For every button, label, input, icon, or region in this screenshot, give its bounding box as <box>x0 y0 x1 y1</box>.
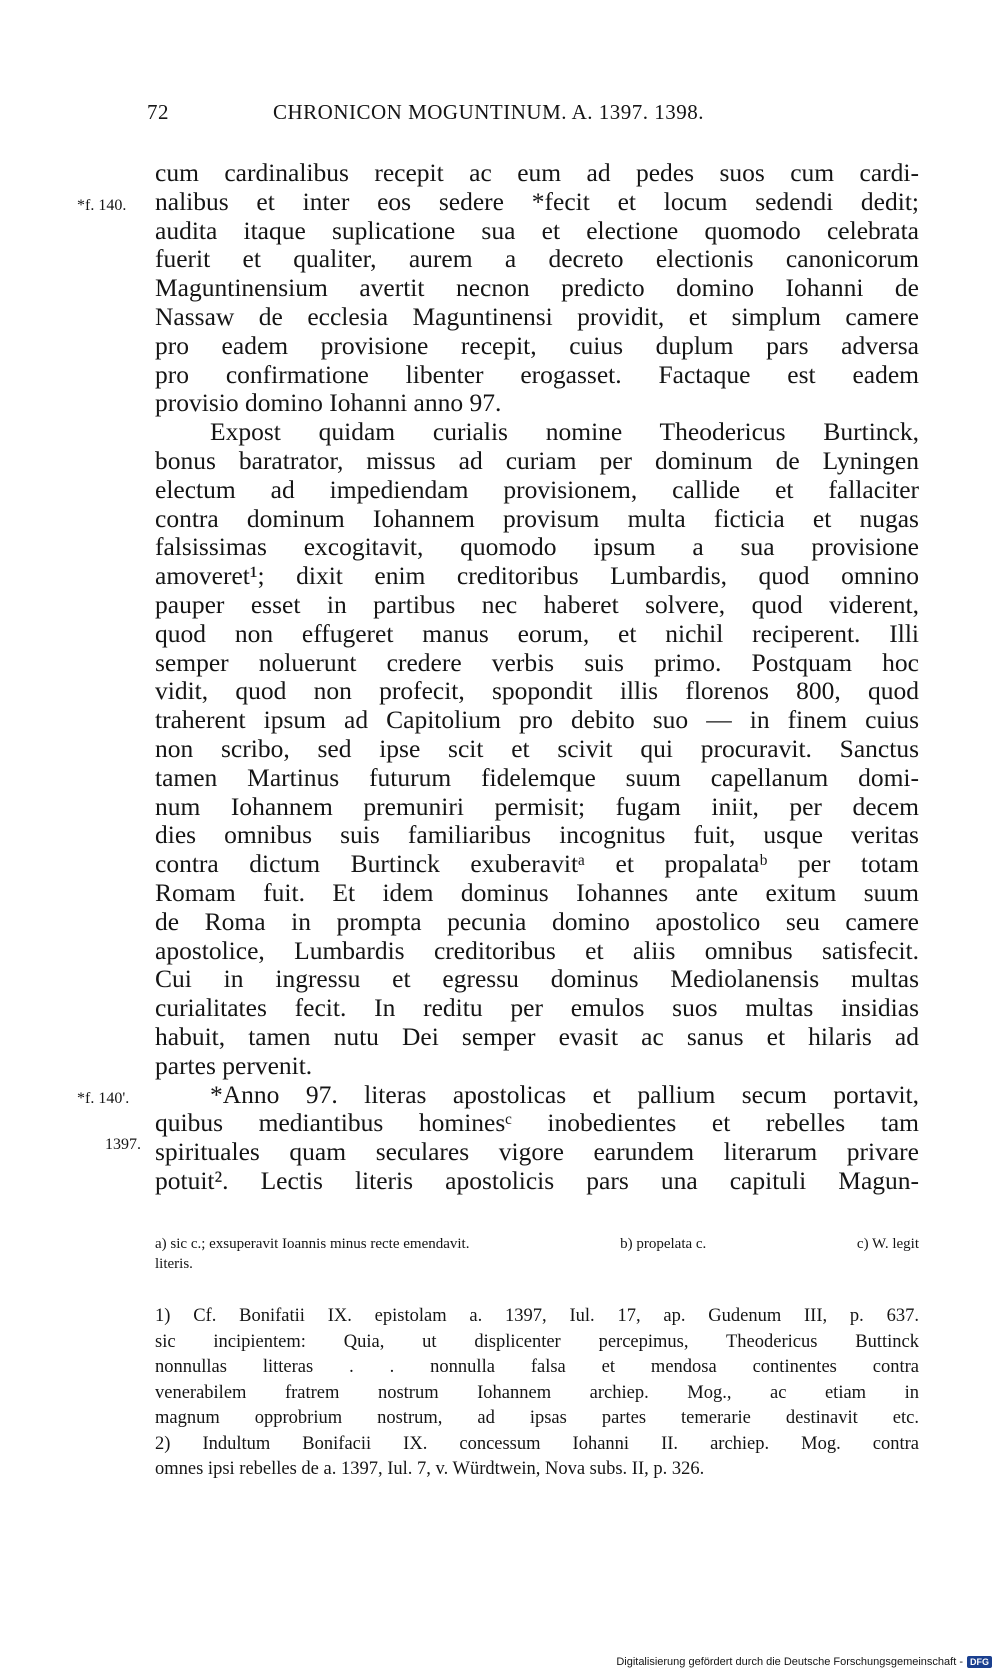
text-line-content: vidit, quod non profecit, spopondit illis florenos 800, quod <box>155 676 919 706</box>
text-line <box>77 186 919 217</box>
text-line-content: audita itaque suplicatione sua et electione quomodo celebrata <box>155 215 919 245</box>
text-line <box>155 620 919 649</box>
text-line-content: nalibus et inter eos sedere *fecit et locum sedendi dedit; <box>155 186 919 216</box>
text-line-content: contra dictum Burtinck exuberavitᵃ et propalataᵇ per totam <box>155 849 919 879</box>
text-line <box>155 994 919 1023</box>
text-line <box>155 533 919 562</box>
text-line <box>155 677 919 706</box>
text-line-content: Romam fuit. Et idem dominus Iohannes ante exitum suum <box>155 877 919 907</box>
text-line-content: fuerit et qualiter, aurem a decreto electionis canonicorum <box>155 244 919 274</box>
footnote-line: sic incipientem: Quia, ut displicenter percepimus, Theodericus Buttinck <box>155 1331 919 1352</box>
text-line-content: quod non effugeret manus eorum, et nichil reciperent. Illi <box>155 618 919 648</box>
text-line-content: Maguntinensium avertit necnon predicto domino Iohanni de <box>155 273 919 303</box>
text-line-content: amoveret¹; dixit enim creditoribus Lumbardis, quod omnino <box>155 561 919 591</box>
text-line-content: contra dominum Iohannem provisum multa ficticia et nugas <box>155 503 919 533</box>
text-line <box>155 937 919 966</box>
footnote-c-continued: literis. <box>155 1256 193 1272</box>
text-line <box>155 1167 919 1196</box>
text-line <box>155 1023 919 1052</box>
footnote-line: 1) Cf. Bonifatii IX. epistolam a. 1397, Iul. 17, ap. Gudenum III, p. 637. <box>155 1306 919 1326</box>
text-line-content: cum cardinalibus recepit ac eum ad pedes suos cum cardi- <box>155 158 919 187</box>
text-line-content: num Iohannem premuniri permisit; fugam iniit, per decem <box>155 791 919 821</box>
text-line-content: de Roma in prompta pecunia domino apostolico seu camere <box>155 906 919 936</box>
footnotes-lettered <box>155 1234 919 1274</box>
text-line <box>155 879 919 908</box>
text-line-content: bonus baratrator, missus ad curiam per dominum de Lyningen <box>155 445 919 475</box>
text-line-content: quibus mediantibus hominesᶜ inobedientes et rebelles tam <box>155 1108 919 1138</box>
text-line <box>155 274 919 303</box>
text-line-content: dies omnibus suis familiaribus incognitus fuit, usque veritas <box>155 820 919 850</box>
footnote-a: a) sic c.; exsuperavit Ioannis minus recte emendavit. <box>155 1236 470 1252</box>
text-line-content: spirituales quam seculares vigore earundem literarum privare <box>155 1137 919 1167</box>
text-line <box>155 965 919 994</box>
text-line <box>155 303 919 332</box>
text-line-content: semper noluerunt credere verbis suis primo. Postquam hoc <box>155 647 919 677</box>
text-line <box>155 476 919 505</box>
text-line <box>155 1138 919 1167</box>
text-line <box>155 591 919 620</box>
footnote-c: c) W. legit <box>856 1236 919 1252</box>
dfg-logo: DFG <box>967 1656 992 1668</box>
text-line-content: *Anno 97. literas apostolicas et pallium secum portavit, <box>210 1079 919 1109</box>
text-line <box>155 332 919 361</box>
text-line <box>155 850 919 879</box>
text-line <box>155 908 919 937</box>
text-line <box>155 159 919 188</box>
text-line-content: tamen Martinus futurum fidelemque suum capellanum domi- <box>155 762 919 792</box>
text-line-content: electum ad impediendam provisionem, callide et fallaciter <box>155 474 919 504</box>
footnote-line: venerabilem fratrem nostrum Iohannem archiep. Mog., ac etiam in <box>155 1382 919 1403</box>
footnote-line: omnes ipsi rebelles de a. 1397, Iul. 7, v. Würdtwein, Nova subs. II, p. 326. <box>155 1459 705 1479</box>
main-text <box>77 158 919 1196</box>
text-line-content: curialitates fecit. In reditu per emulos suos multas insidias <box>155 993 919 1023</box>
text-line <box>155 764 919 793</box>
footnote-b: b) propelata c. <box>620 1236 707 1252</box>
margin-note: 1397. <box>105 1136 141 1154</box>
margin-note: *f. 140'. <box>77 1089 130 1107</box>
text-line-content: pro eadem provisione recepit, cuius duplum pars adversa <box>155 330 919 360</box>
text-line <box>155 793 919 822</box>
text-line-content: pauper esset in partibus nec haberet solvere, quod viderent, <box>155 589 919 619</box>
text-line <box>155 418 919 447</box>
footnotes-numbered <box>155 1304 919 1483</box>
footnote-line: magnum opprobrium nostrum, ad ipsas partes temerarie destinavit etc. <box>155 1408 919 1428</box>
text-line-content: apostolice, Lumbardis creditoribus et aliis omnibus satisfecit. <box>155 935 919 965</box>
credit-text: Digitalisierung gefördert durch die Deutsche Forschungsgemeinschaft - <box>616 1656 963 1668</box>
text-line-content: Cui in ingressu et egressu dominus Mediolanensis multas <box>155 964 919 994</box>
text-line <box>77 1079 919 1110</box>
running-title: CHRONICON MOGUNTINUM. A. 1397. 1398. <box>273 100 705 124</box>
margin-note: *f. 140. <box>77 196 127 214</box>
text-line <box>155 245 919 274</box>
footnote-line: nonnullas litteras . . nonnulla falsa et mendosa continentes contra <box>155 1357 919 1377</box>
text-line-content: partes pervenit. <box>155 1050 313 1080</box>
text-line-content: potuit². Lectis literis apostolicis pars una capituli Magun- <box>155 1165 919 1195</box>
text-line <box>155 389 919 418</box>
text-line <box>155 447 919 476</box>
text-line-content: Nassaw de ecclesia Maguntinensi providit, et simplum camere <box>155 301 919 331</box>
text-line-content: non scribo, sed ipse scit et scivit qui procuravit. Sanctus <box>155 733 919 763</box>
page-number: 72 <box>147 100 169 124</box>
text-line <box>155 505 919 534</box>
text-line <box>155 361 919 390</box>
text-line-content: Expost quidam curialis nomine Theodericus Burtinck, <box>210 417 919 447</box>
footnote-line: 2) Indultum Bonifacii IX. concessum Iohanni II. archiep. Mog. contra <box>155 1433 919 1454</box>
text-line <box>155 706 919 735</box>
text-line-content: traherent ipsum ad Capitolium pro debito suo — in finem cuius <box>155 705 919 735</box>
text-line <box>155 649 919 678</box>
text-line-content: falsissimas excogitavit, quomodo ipsum a sua provisione <box>155 532 919 562</box>
text-line <box>155 217 919 246</box>
text-line <box>155 821 919 850</box>
digitization-credit <box>616 1656 992 1668</box>
text-line <box>155 562 919 591</box>
text-line-content: provisio domino Iohanni anno 97. <box>155 388 502 418</box>
text-line-content: habuit, tamen nutu Dei semper evasit ac sanus et hilaris ad <box>155 1021 919 1051</box>
text-line <box>155 735 919 764</box>
text-line <box>155 1052 919 1081</box>
text-line-content: pro confirmatione libenter erogasset. Factaque est eadem <box>155 359 919 389</box>
